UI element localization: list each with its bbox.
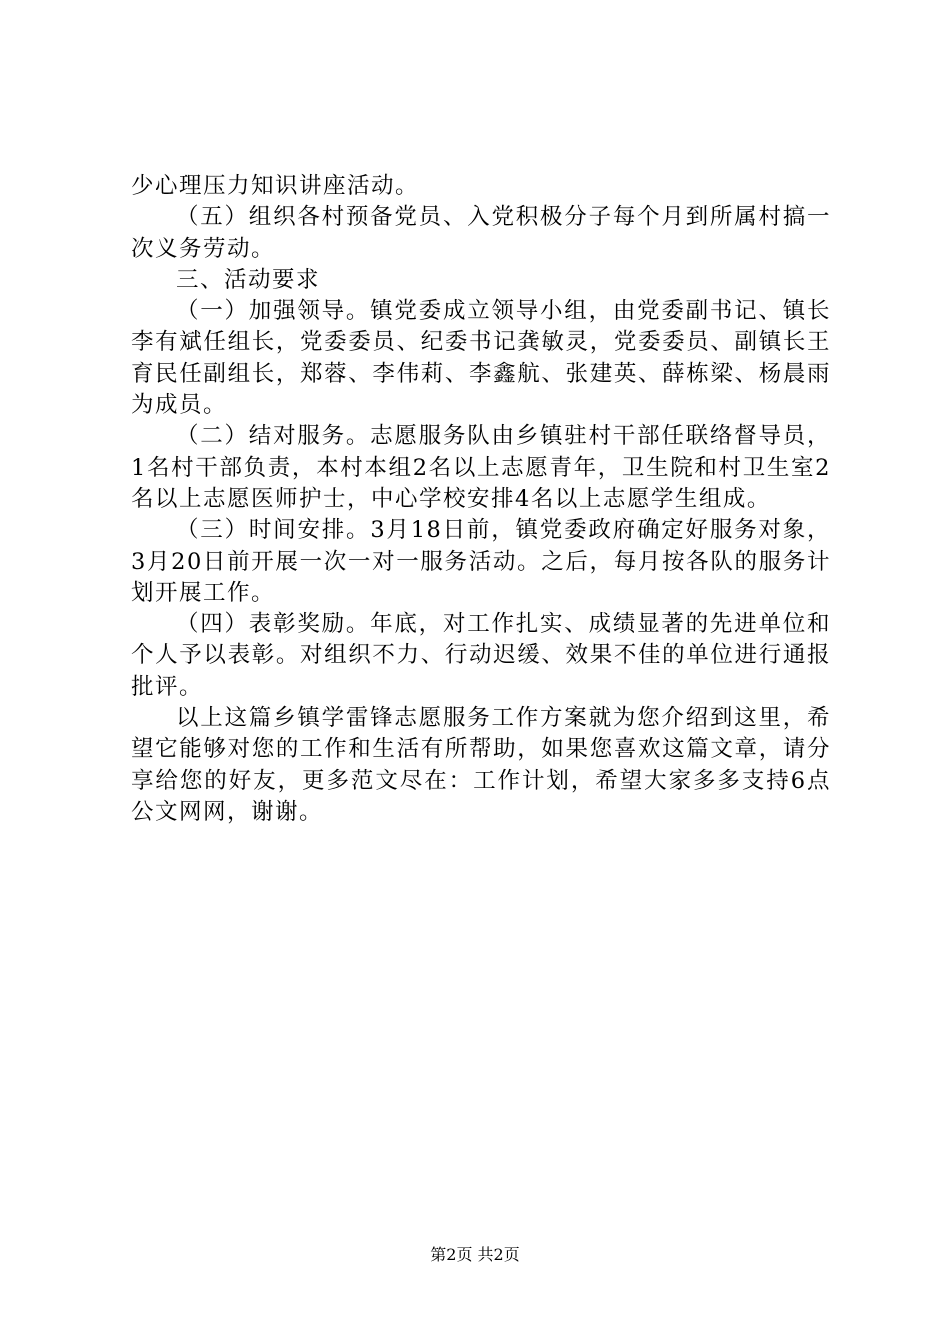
paragraph-item-five: （五）组织各村预备党员、入党积极分子每个月到所属村搞一次义务劳动。 [131,204,831,262]
page-footer [0,1244,950,1266]
document-body [131,171,831,828]
paragraph-item-two: （二）结对服务。志愿服务队由乡镇驻村干部任联络督导员，1名村干部负责，本村本组2名以上志愿青年，卫生院和村卫生室2名以上志愿医师护士，中心学校安排4名以上志愿学生组成。 [131,423,831,512]
page-number-label: 第2页 共2页 [430,1245,520,1264]
paragraph-closing: 以上这篇乡镇学雷锋志愿服务工作方案就为您介绍到这里，希望它能够对您的工作和生活有所帮助，如果您喜欢这篇文章，请分享给您的好友，更多范文尽在：工作计划，希望大家多多支持6点公文网网，谢谢。 [131,705,831,825]
paragraph-item-four: （四）表彰奖励。年底，对工作扎实、成绩显著的先进单位和个人予以表彰。对组织不力、行动迟缓、效果不佳的单位进行通报批评。 [131,611,831,700]
paragraph-continuation: 少心理压力知识讲座活动。 [131,173,420,199]
paragraph-item-one: （一）加强领导。镇党委成立领导小组，由党委副书记、镇长李有斌任组长，党委委员、纪委书记龚敏灵，党委委员、副镇长王育民任副组长，郑蓉、李伟莉、李鑫航、张建英、薛栋梁、杨晨雨为成员。 [131,298,831,419]
paragraph-item-three: （三）时间安排。3月18日前，镇党委政府确定好服务对象，3月20日前开展一次一对一服务活动。之后，每月按各队的服务计划开展工作。 [131,517,831,606]
section-heading-requirements: 三、活动要求 [176,266,321,293]
